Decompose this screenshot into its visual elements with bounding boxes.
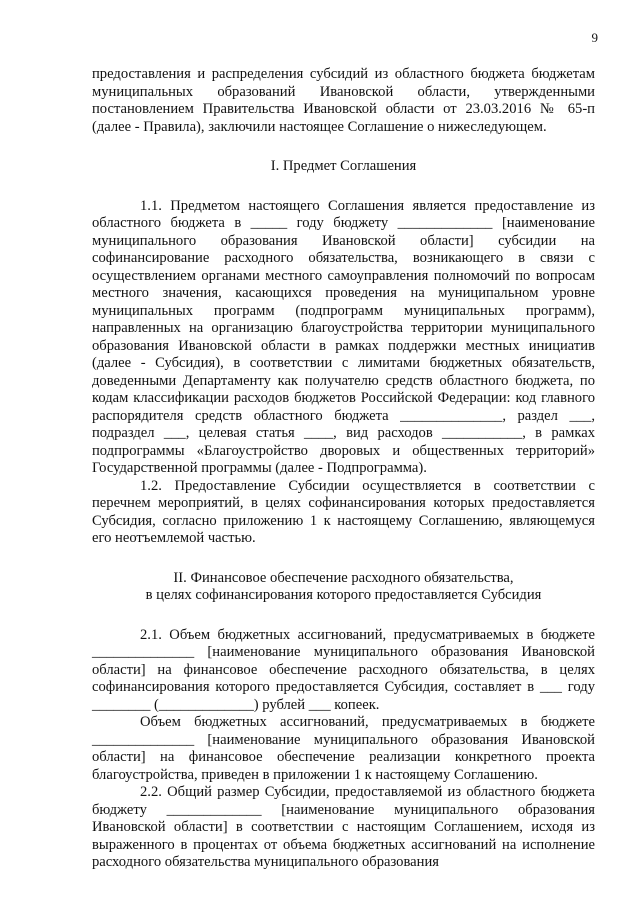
paragraph-2-1-volume: Объем бюджетных ассигнований, предусматриваемых в бюджете ______________ [наименование муниципального образования Ивановской области] на финансовое обеспечение реализации конкретного проекта благоустройства, приведен в приложении 1 к настоящему Соглашению. [92,714,595,783]
section-1-title: I. Предмет Соглашения [270,158,417,174]
document-body [92,66,595,872]
page-number: 9 [591,30,598,45]
section-2-title-line-2: в целях софинансирования которого предоставляется Субсидия [145,587,542,603]
paragraph-1-2: 1.2. Предоставление Субсидии осуществляется в соответствии с перечнем мероприятий, в целях софинансирования которых предоставляется Субсидия, согласно приложению 1 к настоящему Соглашению, являющемуся его неотъемлемой частью. [92,477,595,546]
section-2-title-line-1: II. Финансовое обеспечение расходного обязательства, [173,569,514,586]
paragraph-1-1: 1.1. Предметом настоящего Соглашения является предоставление из областного бюджета в _____ году бюджету _____________ [наименование муниципального образования Ивановской области] субсидии на софинансирование расходного обязательства, возникающего в связи с осуществлением органами местного самоуправления полномочий по вопросам местного значения, касающихся проведения на муниципальном уровне муниципальных программ (подпрограмм муниципальных программ), направленных на организацию благоустройства территории муниципального образования Ивановской области в рамках поддержки местных инициатив (далее - Субсидия), в соответствии с лимитами бюджетных обязательств, доведенными Департаменту как получателю средств областного бюджета, по кодам классификации расходов бюджетов Российской Федерации: код главного распорядителя средств областного бюджета ______________, раздел ___, подраздел ___, целевая статья ____, вид расходов ___________, в рамках подпрограммы «Благоустройство дворовых и общественных территорий» Государственной программы (далее - Подпрограмма). [92,197,595,476]
paragraph-2-1: 2.1. Объем бюджетных ассигнований, предусматриваемых в бюджете ______________ [наименование муниципального образования Ивановской области] на финансовое обеспечение расходного обязательства, в целях софинансирования которого предоставляется Субсидия, составляет в ___ году ________ (_____________) рублей ___ копеек. [92,626,595,713]
intro-paragraph: предоставления и распределения субсидий из областного бюджета бюджетам муниципальных образований Ивановской области, утвержденными постановлением Правительства Ивановской области от 23.03.2016 № 65-п (далее - Правила), заключили настоящее Соглашение о нижеследующем. [92,66,595,135]
paragraph-2-2: 2.2. Общий размер Субсидии, предоставляемой из областного бюджета бюджету _____________ [наименование муниципального образования Ивановской области] в соответствии с настоящим Соглашением, исходя из выраженного в процентах от объема бюджетных ассигнований на исполнение расходного обязательства муниципального образования [92,784,595,870]
